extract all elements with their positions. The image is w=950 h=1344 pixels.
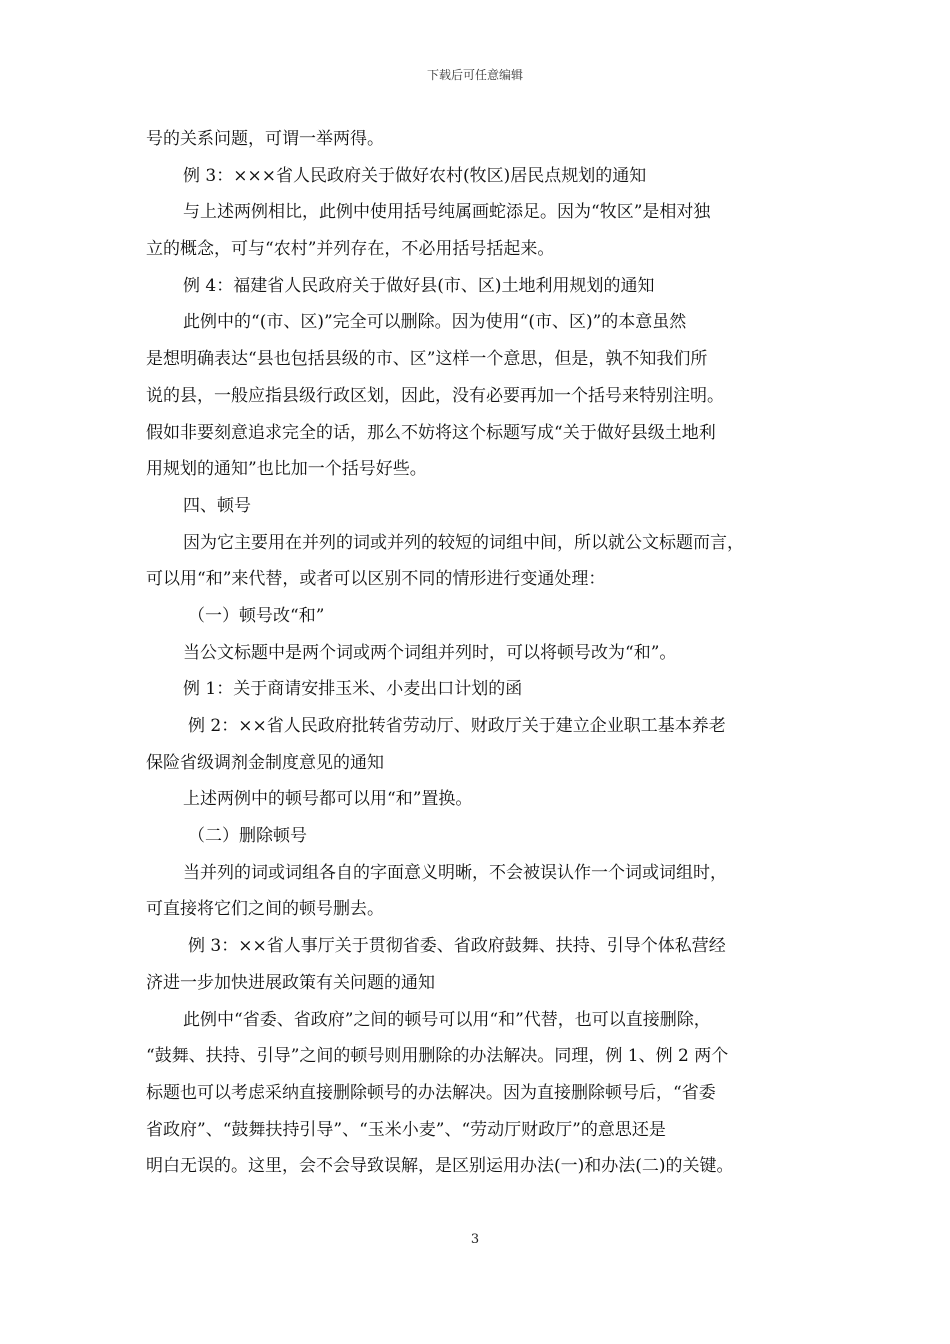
text-line: 假如非要刻意追求完全的话，那么不妨将这个标题写成“关于做好县级土地利 xyxy=(146,422,716,443)
text-line: 上述两例中的顿号都可以用“和”置换。 xyxy=(183,789,473,810)
page-number: 3 xyxy=(470,1232,480,1247)
text-line: 立的概念，可与“农村”并列存在，不必用括号括起来。 xyxy=(146,239,555,260)
text-line: 例 3：×××省人民政府关于做好农村(牧区)居民点规划的通知 xyxy=(183,165,647,186)
text-line: 可直接将它们之间的顿号删去。 xyxy=(146,899,384,920)
text-line: 说的县，一般应指县级行政区划，因此，没有必要再加一个括号来特别注明。 xyxy=(146,385,724,406)
text-line: 号的关系问题，可谓一举两得。 xyxy=(146,129,384,149)
text-line: 例 3：××省人事厅关于贯彻省委、省政府鼓舞、扶持、引导个体私营经 xyxy=(188,936,726,957)
text-line: 保险省级调剂金制度意见的通知 xyxy=(146,752,384,773)
text-line: 用规划的通知”也比加一个括号好些。 xyxy=(146,459,427,480)
text-line: 例 4：福建省人民政府关于做好县(市、区)土地利用规划的通知 xyxy=(183,275,655,296)
text-line: 例 1：关于商请安排玉米、小麦出口计划的函 xyxy=(183,679,523,700)
text-line: 因为它主要用在并列的词或并列的较短的词组中间，所以就公文标题而言， xyxy=(183,532,744,553)
text-line: 此例中“省委、省政府”之间的顿号可以用“和”代替，也可以直接删除， xyxy=(183,1009,711,1030)
text-line: 与上述两例相比，此例中使用括号纯属画蛇添足。因为“牧区”是相对独 xyxy=(183,202,711,223)
text-line: （一）顿号改“和” xyxy=(188,605,325,626)
text-line: 此例中的“(市、区)”完全可以删除。因为使用“(市、区)”的本意虽然 xyxy=(183,312,687,333)
text-line: 标题也可以考虑采纳直接删除顿号的办法解决。因为直接删除顿号后，“省委 xyxy=(146,1082,716,1103)
text-line: 可以用“和”来代替，或者可以区别不同的情形进行变通处理： xyxy=(146,569,606,590)
text-line: 明白无误的。这里，会不会导致误解，是区别运用办法(一)和办法(二)的关键。 xyxy=(146,1156,734,1177)
text-line: 四、顿号 xyxy=(183,495,251,516)
text-line: 省政府”、“鼓舞扶持引导”、“玉米小麦”、“劳动厅财政厅”的意思还是 xyxy=(146,1119,666,1140)
text-line: 例 2：××省人民政府批转省劳动厅、财政厅关于建立企业职工基本养老 xyxy=(188,716,726,736)
text-line: （二）删除顿号 xyxy=(188,826,307,847)
text-line: 济进一步加快进展政策有关问题的通知 xyxy=(146,972,435,993)
text-line: 当并列的词或词组各自的字面意义明晰，不会被误认作一个词或词组时， xyxy=(183,862,727,883)
document-body xyxy=(146,121,808,1185)
text-line: 当公文标题中是两个词或两个词组并列时，可以将顿号改为“和”。 xyxy=(183,642,677,663)
text-line: 是想明确表达“县也包括县级的市、区”这样一个意思，但是，孰不知我们所 xyxy=(146,349,708,370)
text-line: “鼓舞、扶持、引导”之间的顿号则用删除的办法解决。同理，例 1、例 2 两个 xyxy=(146,1046,729,1067)
page-header: 下载后可任意编辑 xyxy=(426,68,523,82)
